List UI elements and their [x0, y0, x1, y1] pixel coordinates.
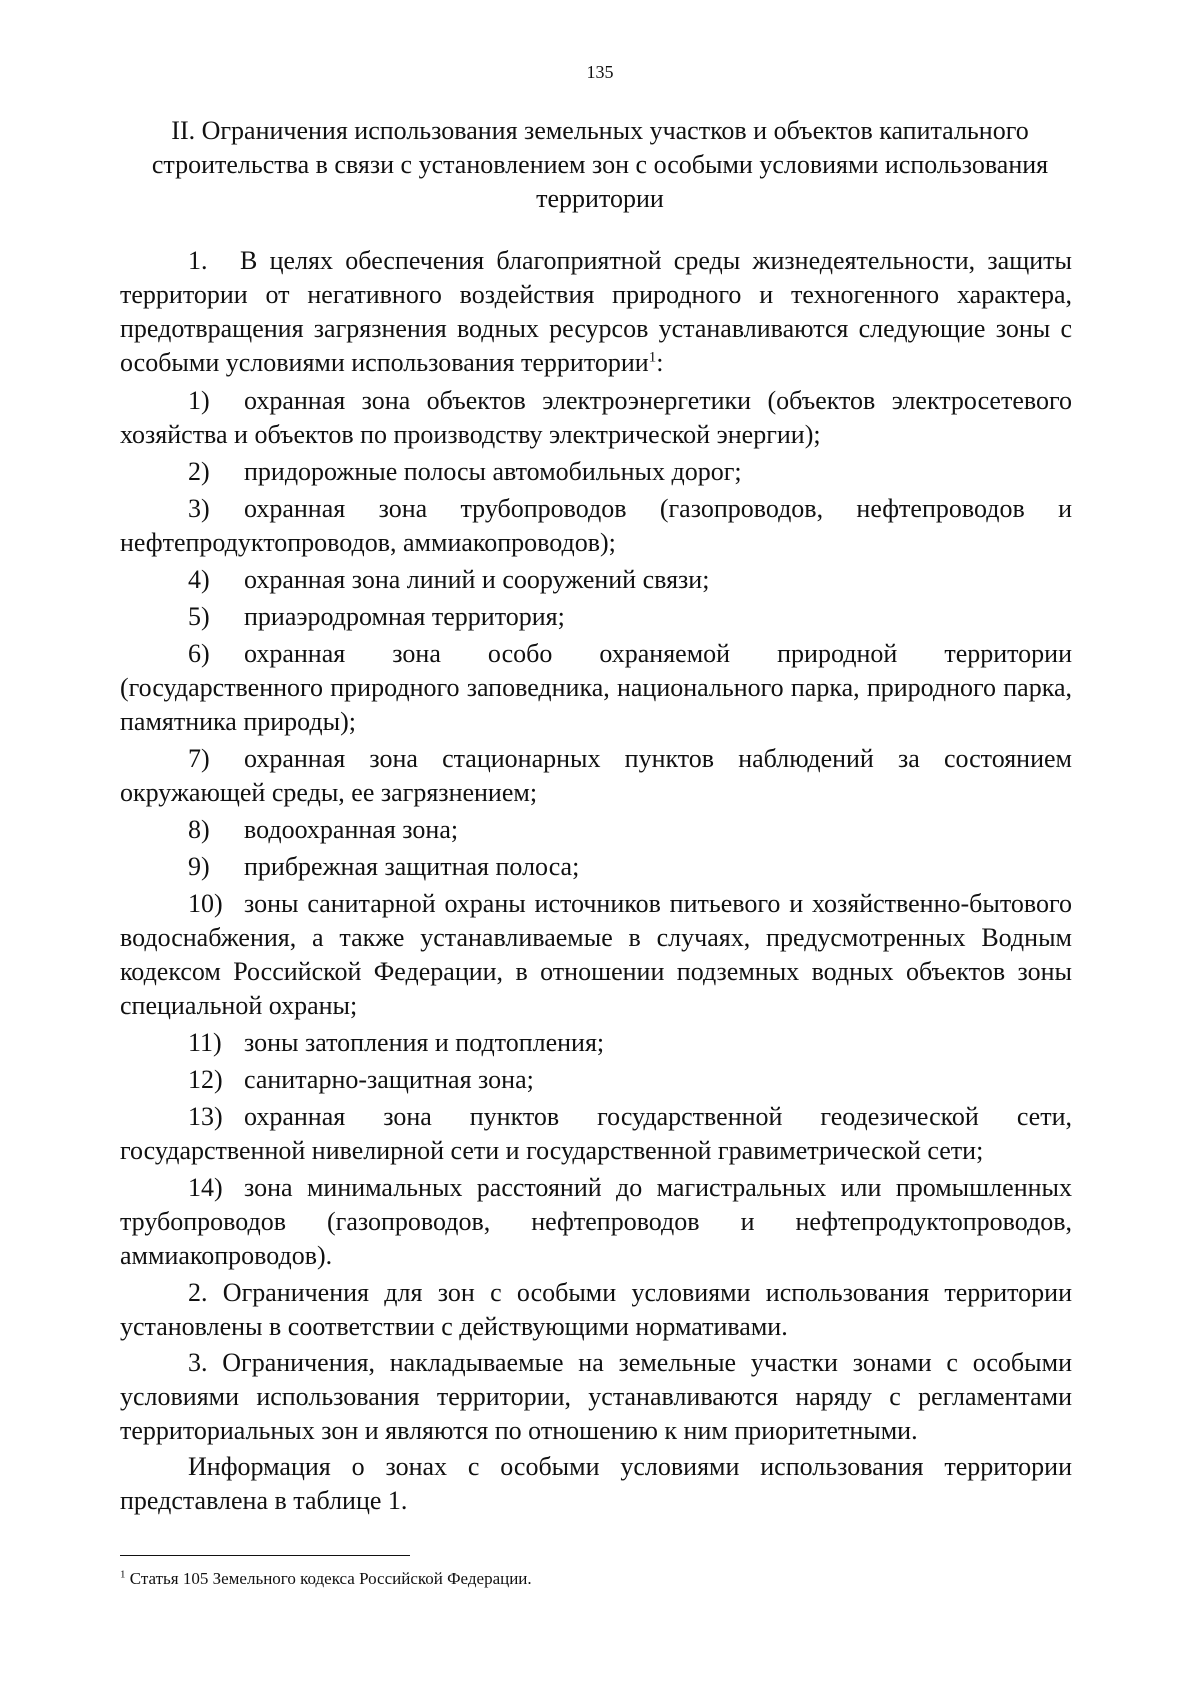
list-item — [120, 492, 1072, 560]
list-item-text: приаэродромная территория; — [244, 602, 565, 631]
list-item-number: 4) — [188, 565, 210, 594]
footnote — [120, 1568, 1020, 1590]
list-item — [120, 742, 1072, 810]
list-item-number: 11) — [188, 1028, 222, 1057]
paragraph-2: 2. Ограничения для зон с особыми условиями использования территории установлены в соответствии с действующими нормативами. — [120, 1278, 1072, 1341]
list-item-number: 12) — [188, 1065, 223, 1094]
list-item-number: 9) — [188, 852, 210, 881]
paragraph-number: 1. — [188, 246, 208, 275]
footnote-text: Статья 105 Земельного кодекса Российской Федерации. — [125, 1569, 532, 1588]
list-item — [120, 563, 1072, 597]
list-item — [120, 455, 1072, 489]
section-title-line: территории — [536, 184, 664, 213]
list-item-number: 8) — [188, 815, 210, 844]
list-item — [120, 1100, 1072, 1168]
section-title — [120, 114, 1080, 216]
list-item-text: зона минимальных расстояний до магистральных или промышленных трубопроводов (газопроводов, нефтепроводов и нефтепродуктопроводов, аммиакопроводов). — [120, 1173, 1072, 1270]
list-item-text: охранная зона стационарных пунктов наблюдений за состоянием окружающей среды, ее загрязнением; — [120, 744, 1072, 807]
page-number: 135 — [586, 62, 614, 82]
list-item-number: 7) — [188, 744, 210, 773]
section-title-line: II. Ограничения использования земельных участков и объектов капитального — [171, 116, 1029, 145]
paragraph-tail: : — [656, 348, 664, 377]
list-item-number: 2) — [188, 457, 210, 486]
footnote-reference: 1 — [648, 349, 657, 366]
list-item — [120, 887, 1072, 1023]
document-body — [120, 244, 1072, 1520]
list-item-number: 3) — [188, 494, 210, 523]
paragraph-4: Информация о зонах с особыми условиями использования территории представлена в таблице 1. — [120, 1452, 1072, 1515]
list-item — [120, 1171, 1072, 1273]
list-item-number: 13) — [188, 1102, 223, 1131]
list-item-text: водоохранная зона; — [244, 815, 459, 844]
list-item — [120, 850, 1072, 884]
list-item-text: санитарно-защитная зона; — [244, 1065, 534, 1094]
paragraph-3: 3. Ограничения, накладываемые на земельные участки зонами с особыми условиями использования территории, устанавливаются наряду с регламентами территориальных зон и являются по отношению к ним приоритетными. — [120, 1348, 1072, 1445]
list-item-number: 5) — [188, 602, 210, 631]
list-item-number: 6) — [188, 639, 210, 668]
list-item-text: охранная зона особо охраняемой природной территории (государственного природного заповедника, национального парка, природного парка, памятника природы); — [120, 639, 1072, 736]
list-item-text: зоны затопления и подтопления; — [244, 1028, 605, 1057]
list-item-text: охранная зона линий и сооружений связи; — [244, 565, 710, 594]
list-item — [120, 1063, 1072, 1097]
intro-paragraph — [120, 244, 1072, 380]
list-item — [120, 600, 1072, 634]
list-item-number: 10) — [188, 889, 223, 918]
list-item-text: охранная зона трубопроводов (газопроводов, нефтепроводов и нефтепродуктопроводов, аммиакопроводов); — [120, 494, 1072, 557]
list-item-number: 14) — [188, 1173, 223, 1202]
footnote-separator — [120, 1555, 410, 1556]
list-item — [120, 1026, 1072, 1060]
list-item-text: охранная зона объектов электроэнергетики (объектов электросетевого хозяйства и объектов по производству электрической энергии); — [120, 386, 1072, 449]
list-item-text: зоны санитарной охраны источников питьевого и хозяйственно-бытового водоснабжения, а также устанавливаемые в случаях, предусмотренных Водным кодексом Российской Федерации, в отношении подземных водных объектов зоны специальной охраны; — [120, 889, 1072, 1020]
section-title-line: строительства в связи с установлением зон с особыми условиями использования — [151, 150, 1049, 179]
paragraph-text: В целях обеспечения благоприятной среды жизнедеятельности, защиты территории от негативного воздействия природного и техногенного характера, предотвращения загрязнения водных ресурсов устанавливаются следующие зоны с особыми условиями использования территории — [120, 246, 1072, 377]
list-item — [120, 384, 1072, 452]
list-item-text: придорожные полосы автомобильных дорог; — [244, 457, 742, 486]
list-item-text: прибрежная защитная полоса; — [244, 852, 580, 881]
zone-list — [120, 384, 1072, 1273]
list-item-number: 1) — [188, 386, 210, 415]
list-item-text: охранная зона пунктов государственной геодезической сети, государственной нивелирной сети и государственной гравиметрической сети; — [120, 1102, 1072, 1165]
list-item — [120, 637, 1072, 739]
list-item — [120, 813, 1072, 847]
footnote-mark: 1 — [120, 1568, 126, 1581]
